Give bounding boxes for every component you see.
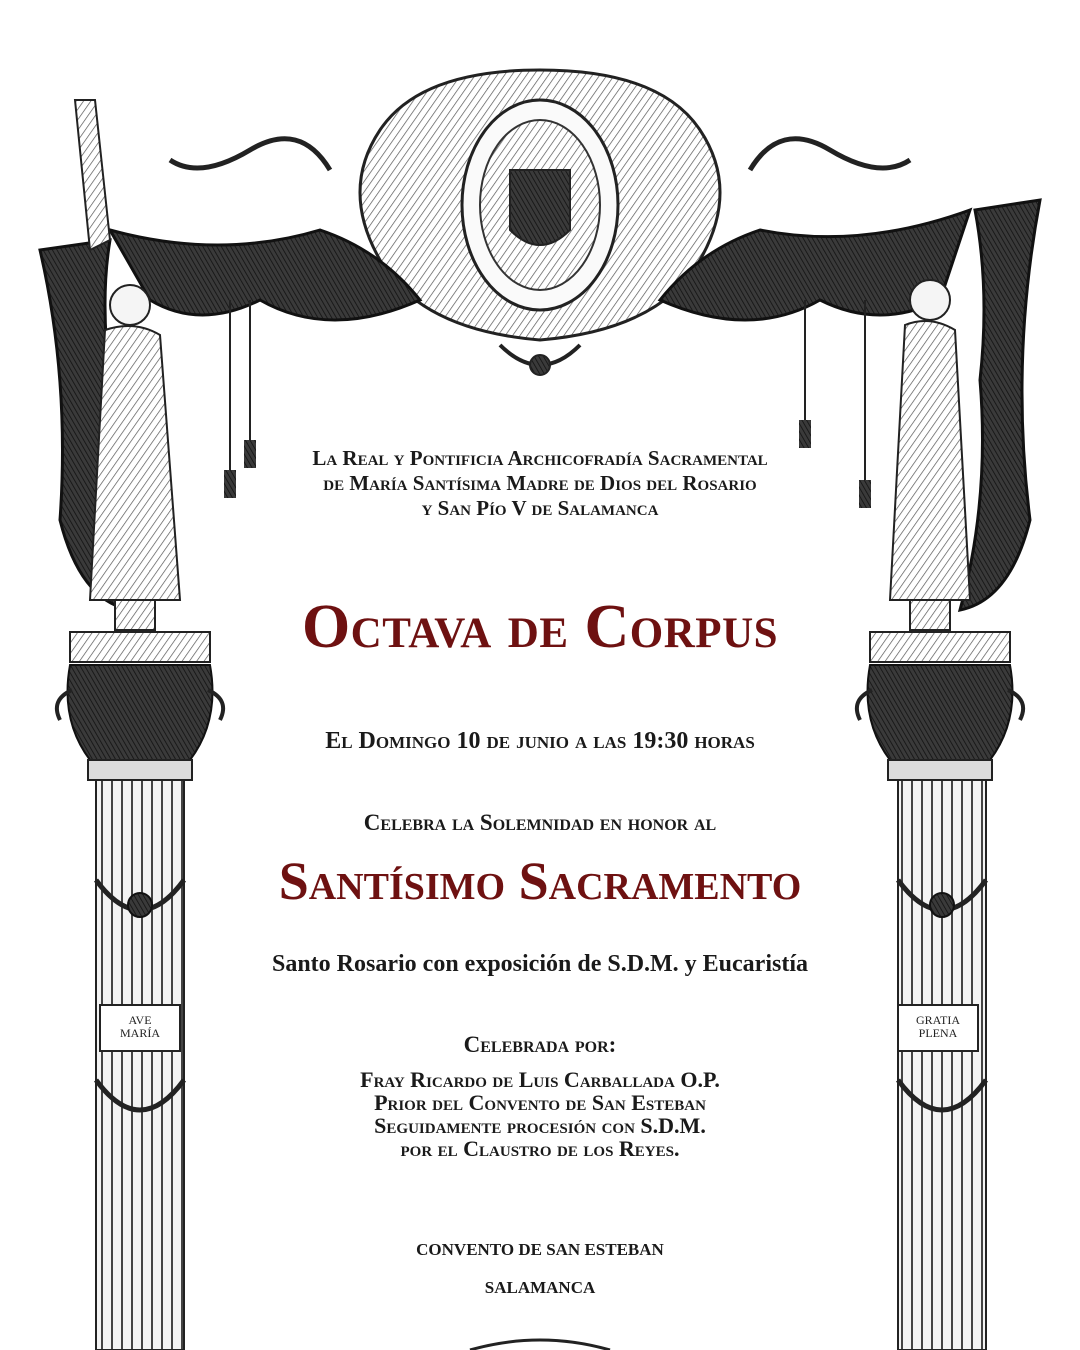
program-line: Santo Rosario con exposición de S.D.M. y Eucaristía (271, 951, 808, 977)
org-line-1: La Real y Pontificia Archicofradía Sacramental (312, 446, 768, 470)
honoree-title: Santísimo Sacramento (278, 851, 802, 911)
celebrant-line-1: Fray Ricardo de Luis Carballada O.P. (360, 1067, 720, 1092)
org-line-2: de María Santísima Madre de Dios del Rosario (323, 471, 757, 495)
coat-of-arms-cartouche (170, 70, 910, 375)
celebrant-line-2: Prior del Convento de San Esteban (374, 1090, 706, 1115)
city-name: SALAMANCA (484, 1278, 596, 1297)
celebrant-heading: Celebrada por: (463, 1032, 617, 1057)
right-scroll-label: GRATIA PLENA (916, 1013, 960, 1040)
date-line: El Domingo 10 de junio a las 19:30 horas (325, 728, 755, 754)
venue-name: CONVENTO DE SAN ESTEBAN (416, 1240, 664, 1259)
left-scroll-label: AVE MARÍA (119, 1013, 160, 1040)
celebration-intro: Celebra la Solemnidad en honor al (363, 810, 717, 835)
event-title: Octava de Corpus (301, 593, 779, 661)
celebrant-details (0, 1068, 1080, 1160)
celebrant-line-3: Seguidamente procesión con S.D.M. (374, 1113, 706, 1138)
organization-name (0, 446, 1080, 521)
org-line-3: y San Pío V de Salamanca (421, 496, 659, 520)
bottom-ornament (470, 1340, 610, 1350)
celebrant-line-4: por el Claustro de los Reyes. (400, 1136, 680, 1161)
